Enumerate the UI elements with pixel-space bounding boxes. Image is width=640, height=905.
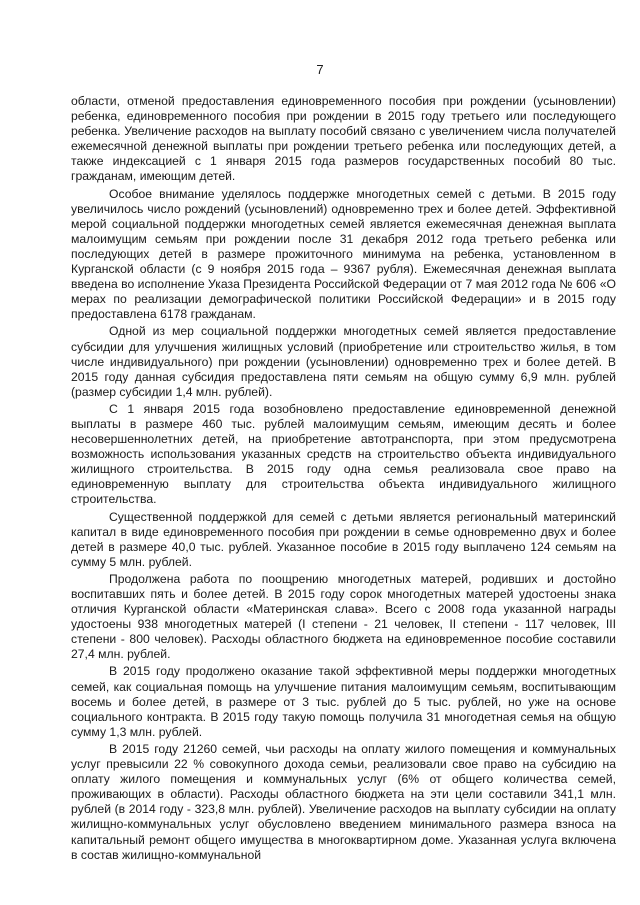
document-body [71,94,616,865]
paragraph-utility-subsidy: В 2015 году 21260 семей, чьи расходы на оплату жилого помещения и коммунальных услуг превысили 22 % совокупного дохода семьи, реализовали свое право на субсидию на оплату жилого помещения и коммунальных услуг (6% от общего количества семей, проживающих в области). Расходы областного бюджета на эти цели составили 341,1 млн. рублей (в 2014 году - 323,8 млн. рублей). Увеличение расходов на выплату субсидии на оплату жилищно-коммунальных услуг обусловлено введением минимального размера взноса на капитальный ремонт общего имущества в многоквартирном доме. Указанная услуга включена в состав жилищно-коммунальной [71,741,616,862]
paragraph-housing-subsidy: Одной из мер социальной поддержки многодетных семей является предоставление субсидии для улучшения жилищных условий (приобретение или строительство жилья, в том числе индивидуального) при рождении (усыновлении) одновременно трех и более детей. В 2015 году данная субсидия предоставлена пяти семьям на общую сумму 6,9 млн. рублей (размер субсидии 1,4 млн. рублей). [71,324,616,399]
paragraph-large-families-support: Особое внимание уделялось поддержке многодетных семей с детьми. В 2015 году увеличилось число рождений (усыновлений) одновременно трех и более детей. Эффективной мерой социальной поддержки многодетных семей является ежемесячная денежная выплата малоимущим семьям при рождении после 31 декабря 2012 года третьего ребенка или последующих детей в размере прожиточного минимума на ребенка, установленном в Курганской области (с 9 ноября 2015 года – 9367 рубля). Ежемесячная денежная выплата введена во исполнение Указа Президента Российской Федерации от 7 мая 2012 года № 606 «О мерах по реализации демографической политики Российской Федерации» и в 2015 году предоставлена 6178 гражданам. [71,186,616,322]
paragraph-vehicle-payment: С 1 января 2015 года возобновлено предоставление единовременной денежной выплаты в размере 460 тыс. рублей малоимущим семьям, имеющим десять и более несовершеннолетних детей, на приобретение автотранспорта, при этом предусмотрена возможность использования указанных средств на строительство объекта индивидуального жилищного строительства. В 2015 году одна семья реализовала свое право на единовременную выплату для строительства объекта индивидуального жилищного строительства. [71,401,616,507]
paragraph-nutrition-aid: В 2015 году продолжено оказание такой эффективной меры поддержки многодетных семей, как социальная помощь на улучшение питания малоимущим семьям, воспитывающим восемь и более детей, в размере от 3 тыс. рублей до 5 тыс. рублей, но уже на основе социального контракта. В 2015 году такую помощь получила 31 многодетная семья на общую сумму 1,3 млн. рублей. [71,664,616,739]
paragraph-mothers-award: Продолжена работа по поощрению многодетных матерей, родивших и достойно воспитавших пять и более детей. В 2015 году сорок многодетных матерей удостоены знака отличия Курганской области «Материнская слава». Всего с 2008 года указанной награды удостоены 938 многодетных матерей (I степени - 21 человек, II степени - 117 человек, III степени - 800 человек). Расходы областного бюджета на единовременное пособие составили 27,4 млн. рублей. [71,571,616,662]
paragraph-maternity-capital: Существенной поддержкой для семей с детьми является региональный материнский капитал в виде единовременного пособия при рождении в семье одновременно двух и более детей в размере 40,0 тыс. рублей. Указанное пособие в 2015 году выплачено 124 семьям на сумму 5 млн. рублей. [71,509,616,569]
page-number: 7 [316,62,324,77]
paragraph-continuation: области, отменой предоставления единовременного пособия при рождении (усыновлении) ребенка, единовременного пособия при рождении в 2015 году третьего или последующего ребенка. Увеличение расходов на выплату пособий связано с увеличением числа получателей ежемесячной денежной выплаты при рождении третьего ребенка или последующих детей, а также индексацией с 1 января 2015 года размеров государственных пособий 80 тыс. гражданам, имеющим детей. [71,94,616,184]
